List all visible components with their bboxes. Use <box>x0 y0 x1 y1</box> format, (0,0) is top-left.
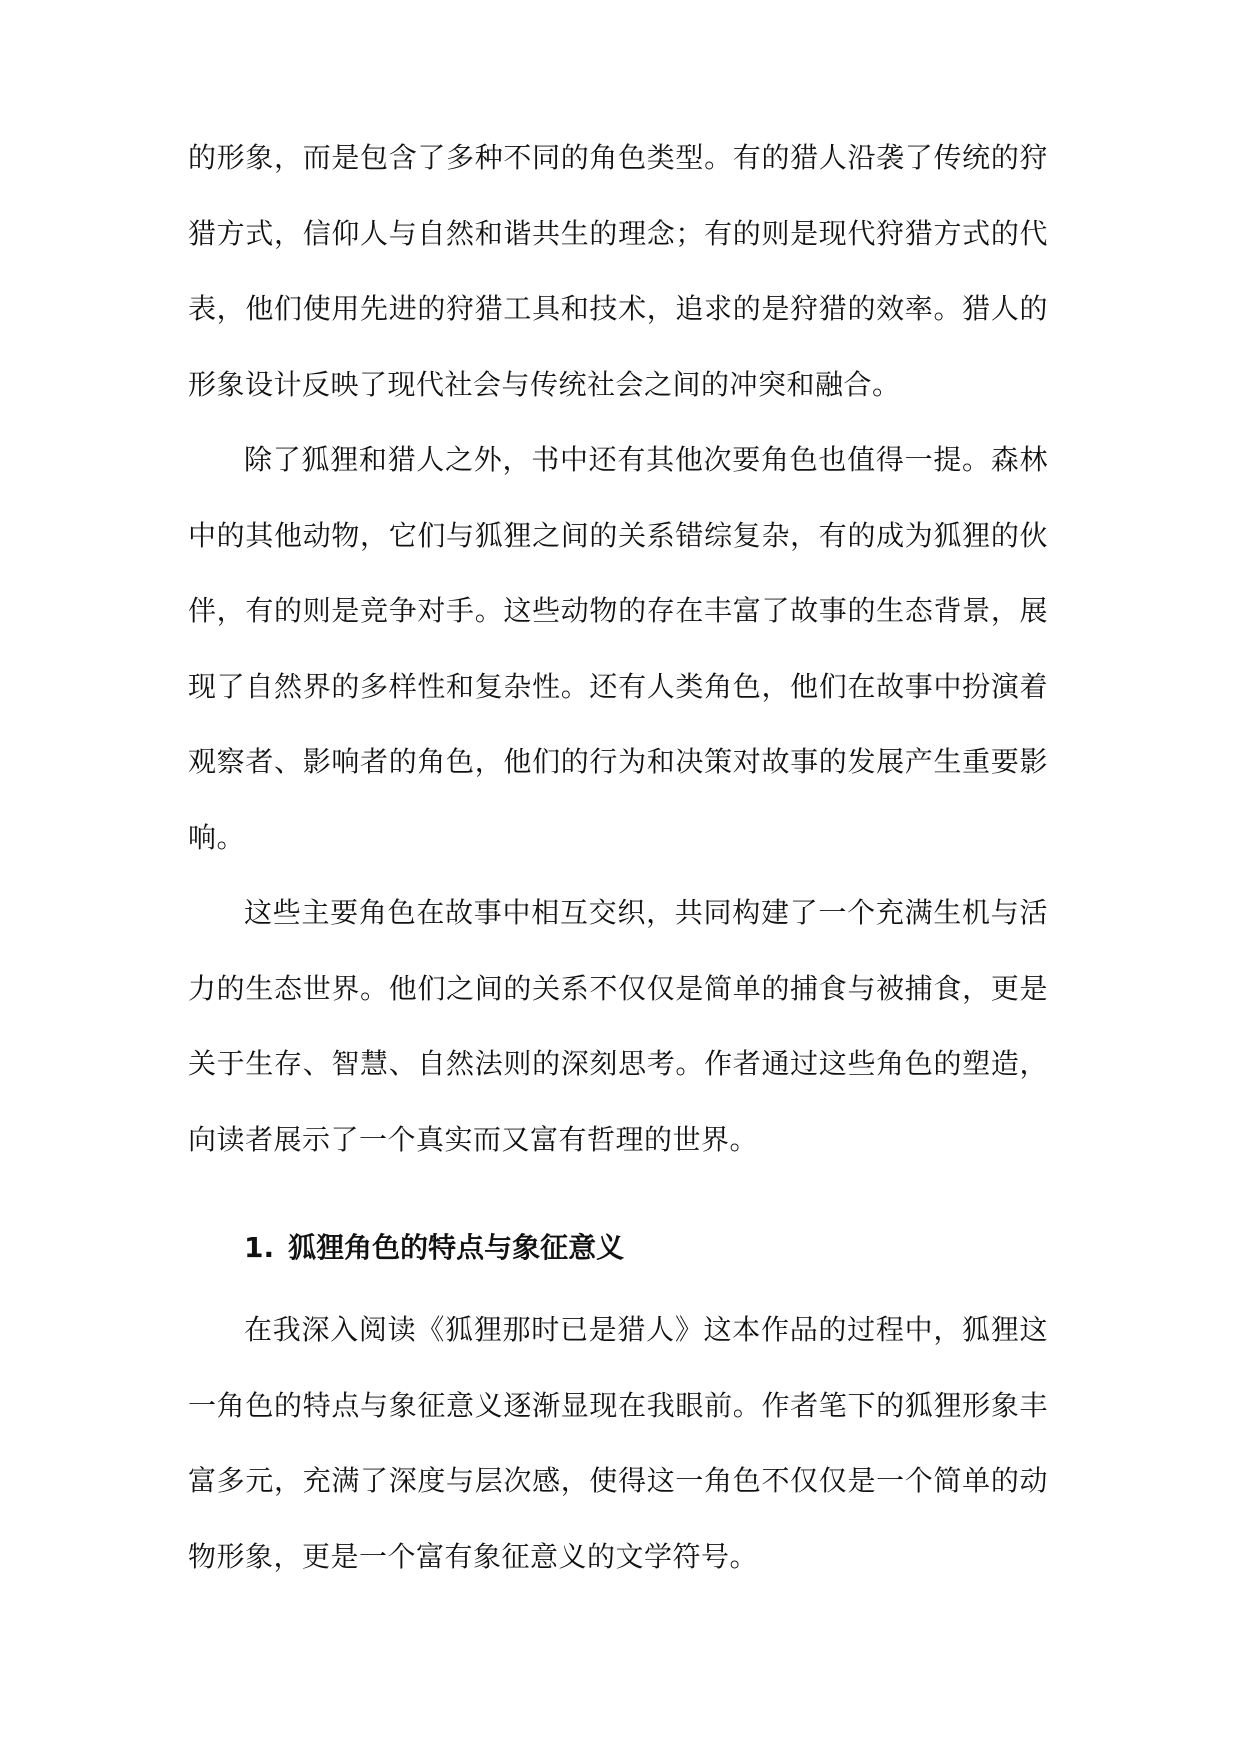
section-heading <box>244 1228 624 1268</box>
section-title: 狐狸角色的特点与象征意义 <box>288 1231 625 1264</box>
paragraph-3: 这些主要角色在故事中相互交织，共同构建了一个充满生机与活力的生态世界。他们之间的关系不仅仅是简单的捕食与被捕食，更是关于生存、智慧、自然法则的深刻思考。作者通过这些角色的塑造，向读者展示了一个真实而又富有哲理的世界。 <box>188 896 1048 1156</box>
paragraph-2: 除了狐狸和猎人之外，书中还有其他次要角色也值得一提。森林中的其他动物，它们与狐狸之间的关系错综复杂，有的成为狐狸的伙伴，有的则是竞争对手。这些动物的存在丰富了故事的生态背景，展现了自然界的多样性和复杂性。还有人类角色，他们在故事中扮演着观察者、影响者的角色，他们的行为和决策对故事的发展产生重要影响。 <box>188 443 1048 854</box>
section-number: 1. <box>244 1231 275 1264</box>
section-paragraph-1: 在我深入阅读《狐狸那时已是猎人》这本作品的过程中，狐狸这一角色的特点与象征意义逐渐显现在我眼前。作者笔下的狐狸形象丰富多元，充满了深度与层次感，使得这一角色不仅仅是一个简单的动物形象，更是一个富有象征意义的文学符号。 <box>188 1313 1048 1573</box>
body-text-section <box>188 1292 1048 1594</box>
body-text-top <box>188 120 1048 1177</box>
paragraph-1: 的形象，而是包含了多种不同的角色类型。有的猎人沿袭了传统的狩猎方式，信仰人与自然和谐共生的理念；有的则是现代狩猎方式的代表，他们使用先进的狩猎工具和技术，追求的是狩猎的效率。猎人的形象设计反映了现代社会与传统社会之间的冲突和融合。 <box>188 141 1048 401</box>
